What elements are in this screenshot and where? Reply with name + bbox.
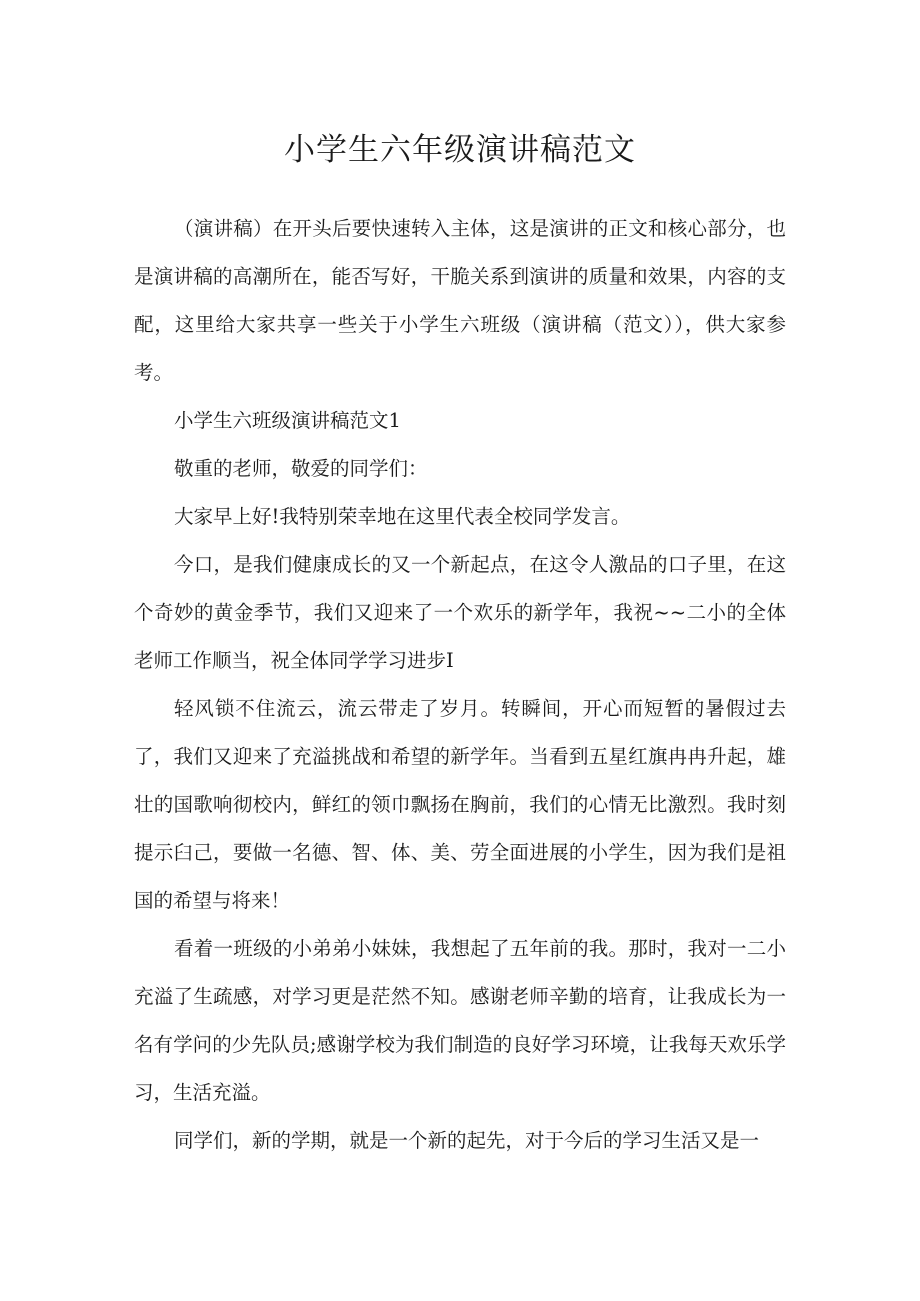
document-title: 小学生六年级演讲稿范文 (284, 132, 636, 168)
intro-paragraph: （演讲稿）在开头后要快速转入主体，这是演讲的正文和核心部分，也是演讲稿的高潮所在，能否写好，干脆关系到演讲的质量和效果，内容的支配，这里给大家共享一些关于小学生六班级（演讲稿（范文）），供大家参考。 (134, 217, 786, 384)
salutation-paragraph: 敬重的老师，敬爱的同学们： (174, 457, 428, 480)
body-paragraph: 看着一班级的小弟弟小妹妹，我想起了五年前的我。那时，我对一二小充溢了生疏感，对学习更是茫然不知。感谢老师辛勤的培育，让我成长为一名有学问的少先队员;感谢学校为我们制造的良好学习环境，让我每天欢乐学习，生活充溢。 (134, 937, 786, 1104)
body-paragraph: 今口，是我们健康成长的又一个新起点，在这令人激品的口子里，在这个奇妙的黄金季节，我们又迎来了一个欢乐的新学年，我祝~~二小的全体老师工作顺当，祝全体同学学习进步I (134, 553, 786, 672)
section-heading: 小学生六班级演讲稿范文1 (174, 409, 401, 432)
greeting-paragraph: 大家早上好!我特别荣幸地在这里代表全校同学发言。 (174, 505, 631, 528)
body-paragraph: 轻风锁不住流云，流云带走了岁月。转瞬间，开心而短暂的暑假过去了，我们又迎来了充溢挑战和希望的新学年。当看到五星红旗冉冉升起，雄壮的国歌响彻校内，鲜红的领巾飘扬在胸前，我们的心情无比激烈。我时刻提示臼己，要做一名德、智、体、美、劳全面进展的小学生，因为我们是祖国的希望与将来！ (134, 697, 786, 912)
body-paragraph: 同学们，新的学期，就是一个新的起先，对于今后的学习生活又是一 (174, 1129, 760, 1152)
